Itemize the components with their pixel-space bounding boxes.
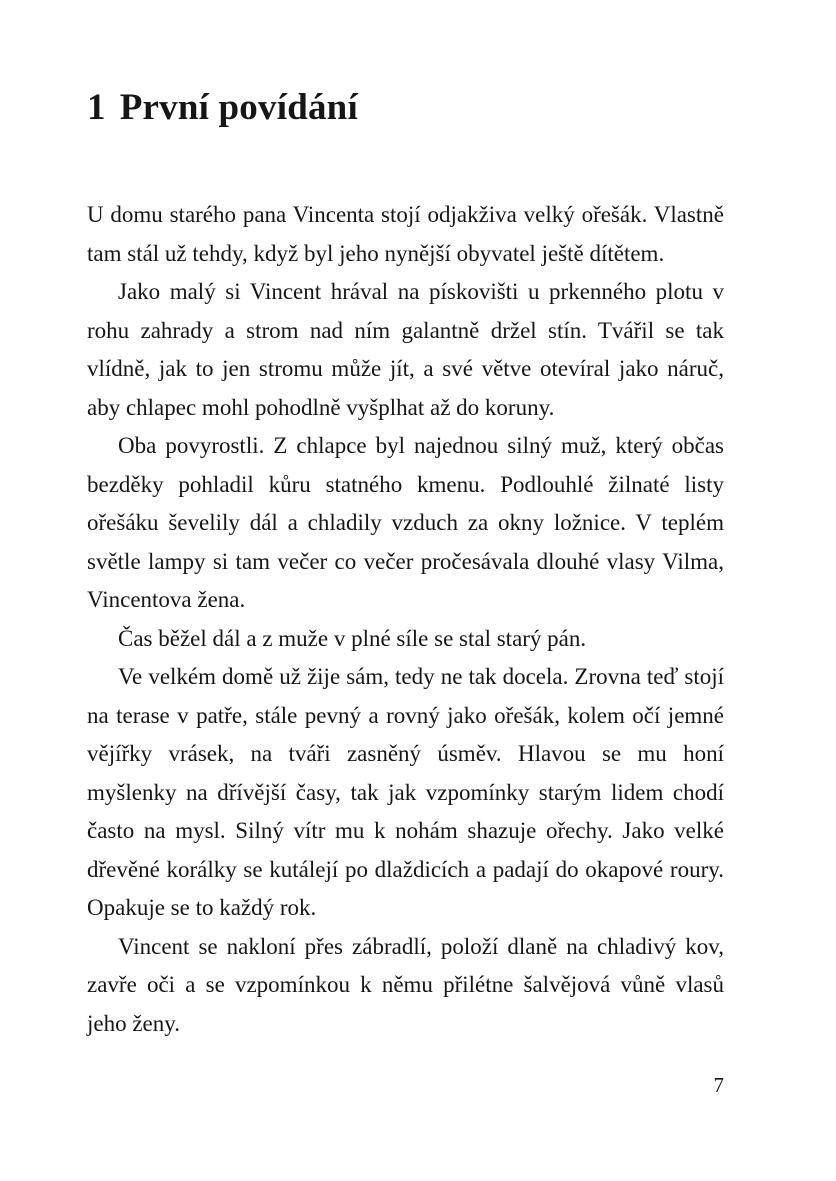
- chapter-title: První povídání: [119, 87, 358, 128]
- paragraph: U domu starého pana Vincenta stojí odjakživa velký ořešák. Vlastně tam stál už tehdy, když byl jeho nynější obyvatel ještě dítětem.: [87, 202, 724, 266]
- chapter-number: 1: [87, 87, 106, 128]
- paragraph: Vincent se nakloní přes zábradlí, položí dlaně na chladivý kov, zavře oči a se vzpomínkou k němu přilétne šalvějová vůně vlasů jeho ženy.: [87, 933, 724, 1036]
- chapter-body: [87, 196, 724, 1043]
- chapter-heading: [87, 84, 358, 132]
- page-number: 7: [713, 1073, 724, 1097]
- paragraph: Čas běžel dál a z muže v plné síle se stal starý pán.: [118, 625, 587, 651]
- paragraph: Jako malý si Vincent hrával na pískovišti u prkenného plotu v rohu zahrady a strom nad ním galantně držel stín. Tvářil se tak vlídně, jak to jen stromu může jít, a své větve otevíral jako náruč, aby chlapec mohl pohodlně vyšplhat až do koruny.: [87, 279, 724, 420]
- paragraph: Ve velkém domě už žije sám, tedy ne tak docela. Zrovna teď stojí na terase v patře, stále pevný a rovný jako ořešák, kolem očí jemné vějířky vrásek, na tváři zasněný úsměv. Hlavou se mu honí myšlenky na dřívější časy, tak jak vzpomínky starým lidem chodí často na mysl. Silný vítr mu k nohám shazuje ořechy. Jako velké dřevěné korálky se kutálejí po dlaždicích a padají do okapové roury. Opakuje se to každý rok.: [87, 664, 724, 920]
- paragraph: Oba povyrostli. Z chlapce byl najednou silný muž, který občas bezděky pohladil kůru statného kmenu. Podlouhlé žilnaté listy ořešáku ševelily dál a chladily vzduch za okny ložnice. V teplém světle lampy si tam večer co večer pročesávala dlouhé vlasy Vilma, Vincentova žena.: [87, 433, 724, 612]
